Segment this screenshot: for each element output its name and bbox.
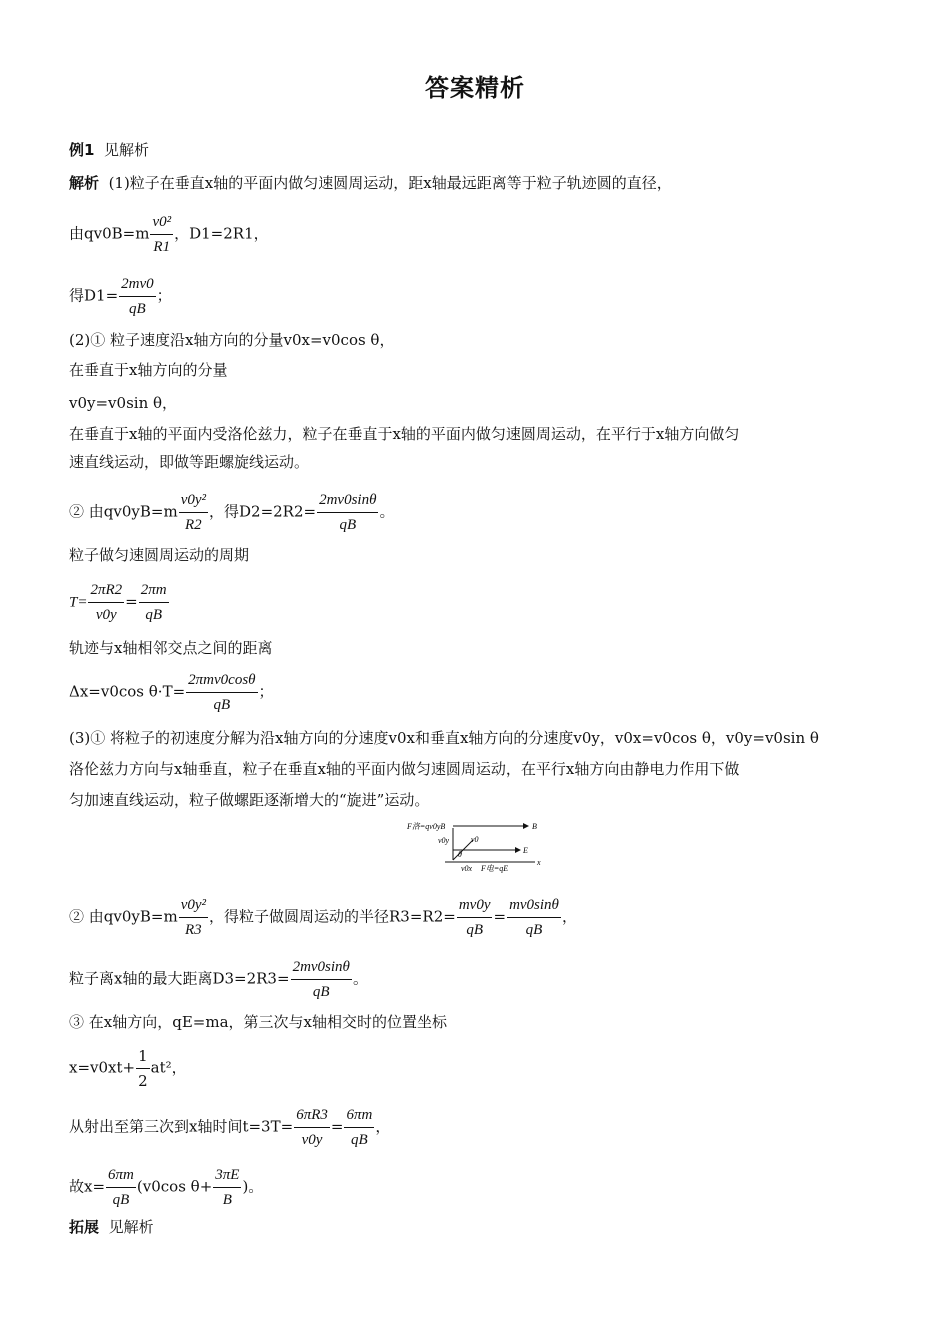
- eq3-mid: ，得D2=2R2=: [209, 502, 317, 521]
- v0x-label: v0x: [461, 864, 473, 873]
- eq8-pre: x=v0xt+: [69, 1058, 136, 1077]
- fraction: [317, 488, 378, 537]
- fraction: [150, 210, 173, 259]
- denominator: qB: [119, 296, 156, 321]
- eq1-post: ，D1=2R1，: [174, 224, 269, 243]
- numerator: v0y²: [180, 492, 206, 508]
- fraction: [106, 1163, 136, 1212]
- equation-2: [69, 272, 172, 321]
- denominator: qB: [317, 512, 378, 537]
- numerator: 3πE: [215, 1167, 240, 1183]
- eq7-post: 。: [352, 969, 368, 988]
- paragraph-2i: 轨迹与x轴相邻交点之间的距离: [69, 639, 273, 657]
- paragraph-2c: v0y=v0sin θ，: [69, 394, 178, 412]
- denominator: qB: [457, 917, 493, 942]
- numerator: 2πmv0cosθ: [188, 672, 256, 688]
- denominator: qB: [139, 602, 169, 627]
- denominator: qB: [186, 692, 257, 717]
- denominator: R2: [179, 512, 208, 537]
- equation-5: [69, 668, 274, 717]
- extension-line: [69, 1217, 154, 1237]
- theta-label: θ: [458, 850, 462, 859]
- b-arrow-head: [523, 823, 529, 829]
- denominator: qB: [106, 1187, 136, 1212]
- eq9-post: ，: [375, 1117, 391, 1136]
- example-text: 见解析: [103, 141, 149, 159]
- analysis-line: [69, 173, 672, 193]
- eq2-pre: 得D1=: [69, 286, 119, 305]
- equation-8: [69, 1044, 187, 1093]
- paragraph-3a: (3)① 将粒子的初速度分解为沿x轴方向的分速度v0x和垂直x轴方向的分速度v0y，v0x=v0cos θ，v0y=v0sin θ: [69, 729, 819, 747]
- v0-label: v0: [471, 835, 479, 844]
- fraction: [294, 1103, 330, 1152]
- fraction: [457, 893, 493, 942]
- fraction: [139, 578, 169, 627]
- fraction: [136, 1044, 150, 1093]
- b-label: B: [532, 822, 537, 831]
- eq2-post: ；: [156, 286, 172, 305]
- fraction: [186, 668, 257, 717]
- equation-1: [69, 210, 269, 259]
- eq6-pre: ② 由qv0yB=m: [69, 907, 178, 926]
- eq8-post: at²，: [150, 1058, 187, 1077]
- eq10-post: )。: [242, 1177, 264, 1196]
- numerator: 2πR2: [90, 582, 123, 598]
- equation-10: [69, 1163, 263, 1212]
- eq10-pre: 故x=: [69, 1177, 106, 1196]
- denominator: R1: [150, 234, 173, 259]
- denominator: qB: [344, 1127, 374, 1152]
- equation-9: 从射出至第三次到x轴时间t=3T= $\frac{6\pi R3}{v0y}$ = $\frac{6\pi m}{qB}$ ，: [69, 1103, 390, 1152]
- numerator: mv0sinθ: [509, 897, 559, 913]
- numerator: 2mv0sinθ: [319, 492, 377, 508]
- paragraph-2e: 速直线运动，即做等距螺旋线运动。: [69, 453, 310, 471]
- fraction: [344, 1103, 374, 1152]
- paragraph-2g: 粒子做匀速圆周运动的周期: [69, 546, 250, 564]
- equation-4: T= $\frac{2\pi R2}{v0y}$ = $\frac{2\pi m}{qB}$: [69, 578, 170, 627]
- numerator: 2mv0sinθ: [292, 959, 350, 975]
- denominator: R3: [179, 917, 208, 942]
- equation-7: [69, 955, 368, 1004]
- numerator: v0y²: [180, 897, 206, 913]
- eq6-post: ，: [561, 907, 577, 926]
- eq6-mid: ，得粒子做圆周运动的半径R3=R2=: [209, 907, 456, 926]
- analysis-label: 解析: [69, 174, 100, 192]
- analysis-text: (1)粒子在垂直x轴的平面内做匀速圆周运动，距x轴最远距离等于粒子轨迹圆的直径，: [108, 174, 672, 192]
- numerator: 6πm: [346, 1107, 373, 1123]
- x-axis-label: x: [537, 858, 541, 867]
- eq5-pre: Δx=v0cos θ·T=: [69, 682, 186, 701]
- f-lorentz-label: F洛=qv0yB: [407, 822, 446, 831]
- e-arrow-head: [515, 847, 521, 853]
- numerator: v0²: [152, 214, 172, 230]
- equation-6: ② 由qv0yB=m $\frac{\text{v0y²}}{R3}$ ，得粒子做圆周运动的半径R3=R2= $\frac{mv0y}{qB}$ = $\frac{mv0\sin\theta}{qB}$ ，: [69, 893, 577, 942]
- denominator: qB: [291, 979, 352, 1004]
- paragraph-2b: 在垂直于x轴方向的分量: [69, 361, 228, 379]
- eq9-pre: 从射出至第三次到x轴时间t=3T=: [69, 1117, 294, 1136]
- fraction: [88, 578, 124, 627]
- paragraph-3b: 洛伦兹力方向与x轴垂直，粒子在垂直x轴的平面内做匀速圆周运动，在平行x轴方向由静电力作用下做: [69, 760, 740, 778]
- denominator: B: [213, 1187, 241, 1212]
- fraction: [213, 1163, 241, 1212]
- paragraph-3c: 匀加速直线运动，粒子做螺距逐渐增大的“旋进”运动。: [69, 791, 430, 809]
- equation-3: [69, 488, 394, 537]
- eq3-post: 。: [379, 502, 395, 521]
- fraction: [291, 955, 352, 1004]
- extension-text: 见解析: [108, 1218, 154, 1236]
- numerator: 6πm: [108, 1167, 134, 1183]
- numerator: 6πR3: [296, 1107, 328, 1123]
- eq3-pre: ② 由qv0yB=m: [69, 502, 178, 521]
- v0y-label: v0y: [438, 836, 450, 845]
- eq4-pre: T=: [69, 594, 88, 611]
- extension-label: 拓展: [69, 1218, 100, 1236]
- numerator: 2πm: [140, 582, 167, 598]
- denominator: v0y: [294, 1127, 330, 1152]
- numerator: 2mv0: [121, 276, 154, 292]
- denominator: qB: [507, 917, 561, 942]
- eq1-pre: 由qv0B=m: [69, 224, 150, 243]
- eq5-post: ；: [258, 682, 274, 701]
- denominator: v0y: [88, 602, 124, 627]
- page-title: 答案精析: [425, 74, 525, 102]
- paragraph-2a: (2)① 粒子速度沿x轴方向的分量v0x=v0cos θ，: [69, 331, 395, 349]
- paragraph-3f: ③ 在x轴方向，qE=ma，第三次与x轴相交时的位置坐标: [69, 1013, 447, 1031]
- eq7-pre: 粒子离x轴的最大距离D3=2R3=: [69, 969, 290, 988]
- fraction: [179, 488, 208, 537]
- f-electric-label: F电=qE: [481, 864, 509, 873]
- fraction: [179, 893, 208, 942]
- example-label: 例1: [69, 141, 95, 159]
- paragraph-2d: 在垂直于x轴的平面内受洛伦兹力，粒子在垂直于x轴的平面内做匀速圆周运动，在平行于x轴方向做匀: [69, 425, 740, 443]
- numerator: 1: [138, 1047, 148, 1065]
- eq10-mid: (v0cos θ+: [136, 1177, 213, 1196]
- numerator: mv0y: [458, 897, 491, 913]
- example-1-line: [69, 140, 149, 160]
- fraction: [507, 893, 561, 942]
- e-label: E: [523, 846, 528, 855]
- force-diagram: [405, 818, 545, 874]
- denominator: 2: [136, 1068, 150, 1093]
- fraction: [119, 272, 156, 321]
